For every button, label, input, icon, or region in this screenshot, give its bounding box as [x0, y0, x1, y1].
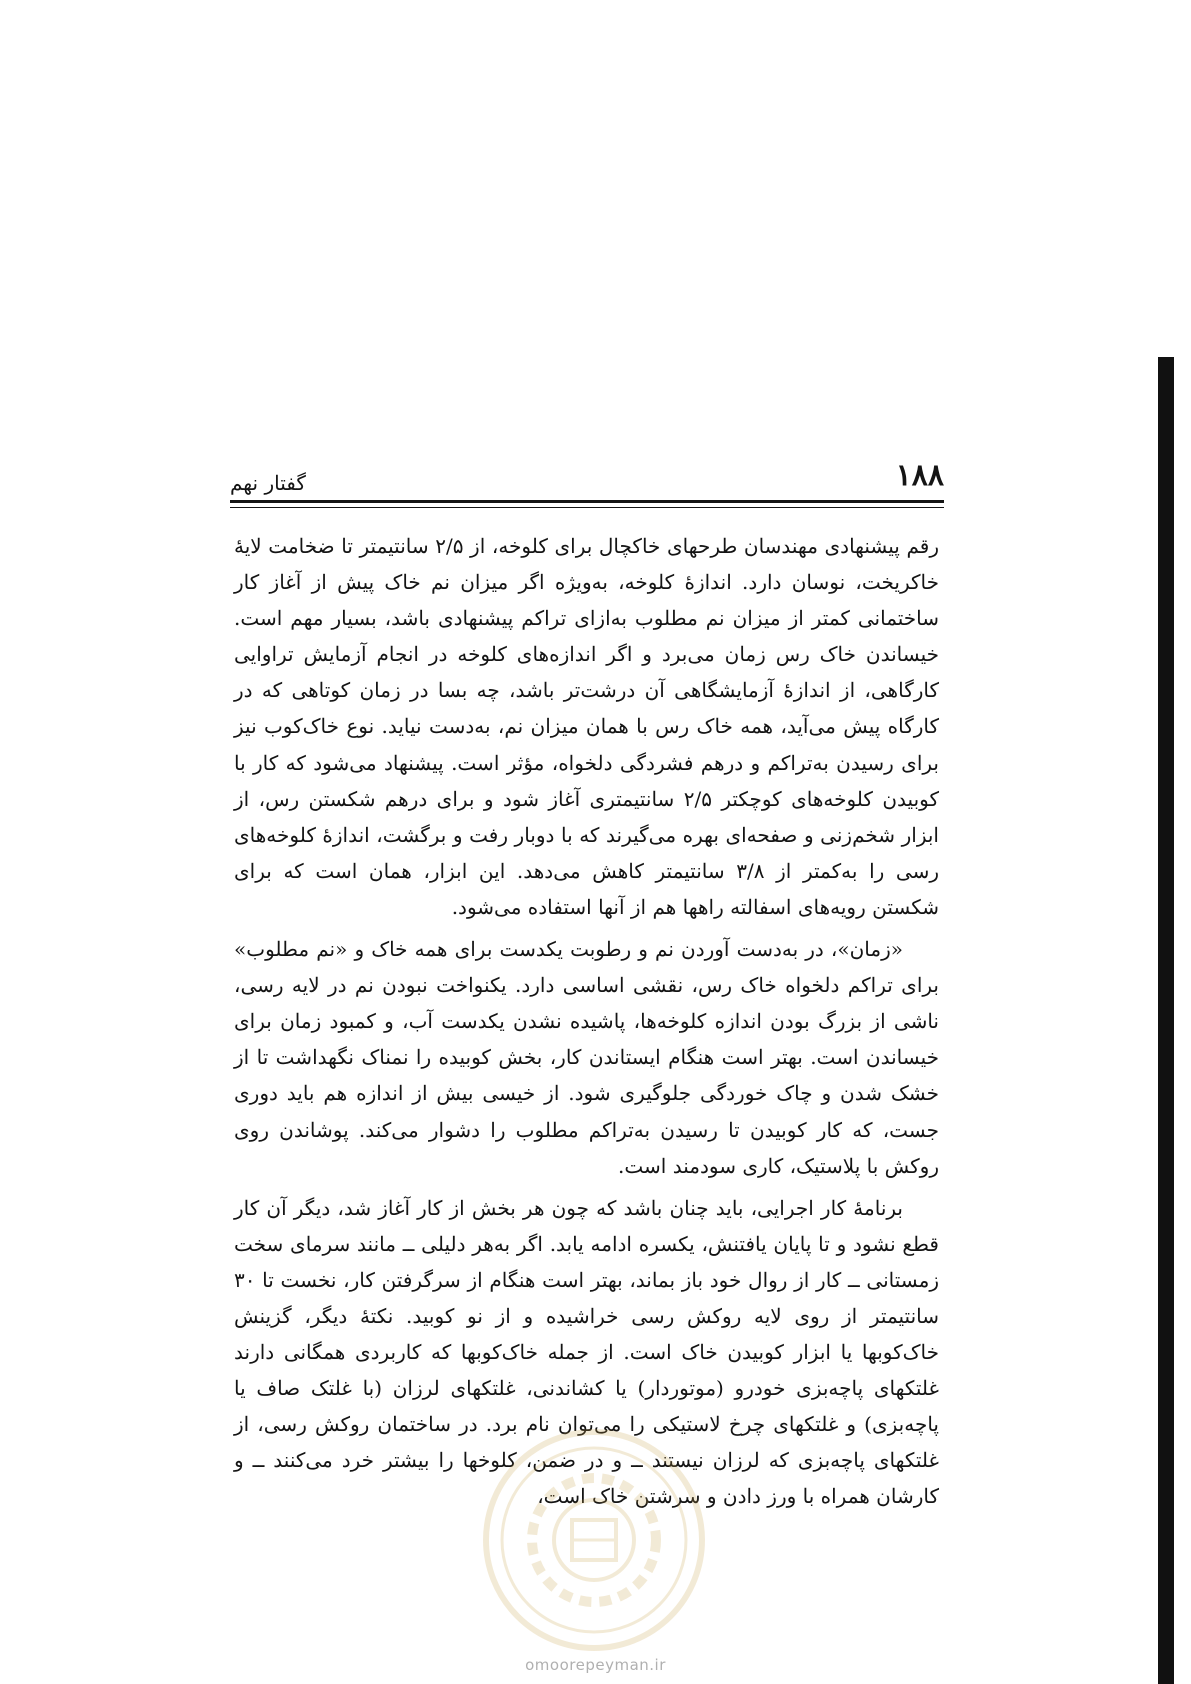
chapter-title: گفتار نهم — [230, 471, 306, 495]
watermark-url: omoorepeyman.ir — [525, 1656, 666, 1674]
header-rule-thin — [230, 507, 944, 508]
page-header — [230, 458, 944, 504]
scan-edge-bar — [1158, 357, 1174, 1684]
paragraph-1: رقم پیشنهادی مهندسان طرحهای خاکچال برای کلوخه، از ۲/۵ سانتیمتر تا ضخامت لایهٔ خاکریخت، نوسان دارد. اندازهٔ کلوخه، به‌ویژه اگر میزان نم خاک پیش از آغاز کار ساختمانی کمتر از میزان نم مطلوب به‌ازای تراکم پیشنهادی باشد، بسیار مهم است. خیساندن خاک رس زمان می‌برد و اگر اندازه‌های کلوخه در انجام آزمایش تراوایی کارگاهی، از اندازهٔ آزمایشگاهی آن درشت‌تر باشد، چه بسا در زمان کوتاهی که در کارگاه پیش می‌آید، همه خاک رس با همان میزان نم، به‌دست نیاید. نوع خاک‌کوب نیز برای رسیدن به‌تراکم و درهم فشردگی دلخواه، مؤثر است. پیشنهاد می‌شود که کار با کوبیدن کلوخه‌های کوچکتر ۲/۵ سانتیمتری آغاز شود و برای درهم شکستن رس، از ابزار شخم‌زنی و صفحه‌ای بهره می‌گیرند که با دوبار رفت و برگشت، اندازهٔ کلوخه‌های رسی را به‌کمتر از ۳/۸ سانتیمتر کاهش می‌دهد. این ابزار، همان است که برای شکستن رویه‌های اسفالته راهها هم از آنها استفاده می‌شود. — [234, 534, 939, 919]
page-number: ۱۸۸ — [895, 458, 944, 493]
header-rule-thick — [230, 500, 944, 503]
body-text — [234, 528, 939, 1521]
paragraph-3: برنامهٔ کار اجرایی، باید چنان باشد که چون هر بخش از کار آغاز شد، دیگر آن کار قطع نشود و تا پایان یافتنش، یکسره ادامه یابد. اگر به‌هر دلیلی ــ مانند سرمای سخت زمستانی ــ کار از روال خود باز بماند، بهتر است هنگام از سرگرفتن کار، نخست تا ۳۰ سانتیمتر از روی لایه روکش رسی خراشیده و از نو کوبید. نکتهٔ دیگر، گزینش خاک‌کوبها یا ابزار کوبیدن خاک است. از جمله خاک‌کوبها که کاربردی همگانی دارند غلتکهای پاچه‌بزی خودرو (موتوردار) یا کشاندنی، غلتکهای لرزان (با غلتک صاف یا پاچه‌بزی) و غلتکهای چرخ لاستیکی را می‌توان نام برد. در ساختمان روکش رسی، از غلتکهای پاچه‌بزی که لرزان نیستند ــ و در ضمن، کلوخها را بیشتر خرد می‌کنند ــ و کارشان همراه با ورز دادن و سرشتن خاک است، — [234, 1195, 939, 1509]
watermark-seal-icon — [482, 1428, 706, 1652]
paragraph-2: «زمان»، در به‌دست آوردن نم و رطوبت یکدست برای همه خاک و «نم مطلوب» برای تراکم دلخواه خاک رس، نقشی اساسی دارد. یکنواخت نبودن نم در لایه رسی، ناشی از بزرگ بودن اندازه کلوخه‌ها، پاشیده نشدن یکدست آب، و کمبود زمان برای خیساندن است. بهتر است هنگام ایستاندن کار، بخش کوبیده را نمناک نگهداشت تا از خشک شدن و چاک خوردگی جلوگیری شود. از خیسی بیش از اندازه هم باید دوری جست، که کار کوبیدن تا رسیدن به‌تراکم مطلوب را دشوار می‌کند. پوشاندن روی روکش با پلاستیک، کاری سودمند است. — [234, 937, 939, 1178]
